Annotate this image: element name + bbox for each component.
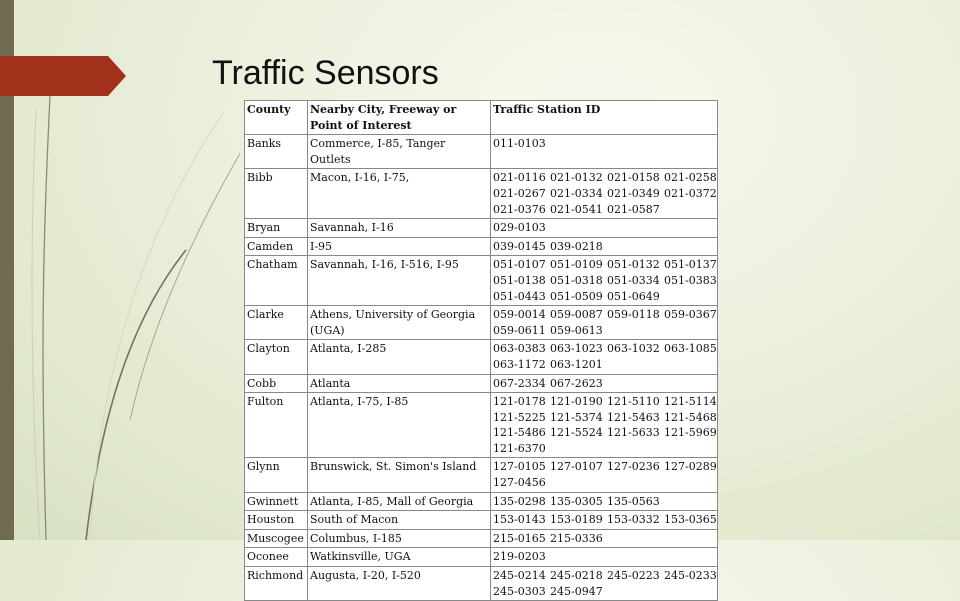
station-id: 121-5225 (493, 410, 546, 424)
station-id: 051-0334 (607, 273, 660, 287)
place-cell: Atlanta, I-285 (308, 340, 491, 374)
station-id: 063-1032 (607, 342, 660, 356)
station-id: 059-0613 (550, 323, 603, 337)
station-id: 121-0190 (550, 395, 603, 409)
station-id: 067-2334 (493, 376, 546, 390)
table-row (245, 548, 718, 567)
station-id: 067-2623 (550, 376, 603, 390)
header-county: County (245, 101, 308, 135)
table-row (245, 529, 718, 548)
station-ids-cell (491, 548, 718, 567)
county-cell: Bibb (245, 169, 308, 219)
station-id: 121-5969 (664, 426, 717, 440)
county-cell: Cobb (245, 374, 308, 393)
station-id: 051-0107 (493, 258, 546, 272)
station-id: 121-5468 (664, 410, 717, 424)
station-ids-cell (491, 219, 718, 238)
station-id: 153-0143 (493, 513, 546, 527)
table-row (245, 393, 718, 458)
station-id: 051-0509 (550, 289, 603, 303)
slide-title: Traffic Sensors (212, 54, 439, 92)
station-id: 063-1085 (664, 342, 717, 356)
station-id: 153-0332 (607, 513, 660, 527)
station-id: 059-0118 (607, 308, 660, 322)
decorative-lines (0, 0, 240, 540)
station-id: 021-0349 (607, 186, 660, 200)
station-id: 021-0541 (550, 202, 603, 216)
table-row (245, 492, 718, 511)
place-cell: Savannah, I-16, I-516, I-95 (308, 256, 491, 306)
county-cell: Fulton (245, 393, 308, 458)
place-cell: South of Macon (308, 511, 491, 530)
station-id: 245-0218 (550, 569, 603, 583)
traffic-sensor-table (244, 100, 718, 601)
county-cell: Banks (245, 135, 308, 169)
station-id: 021-0158 (607, 171, 660, 185)
station-id: 121-5374 (550, 410, 603, 424)
header-nearby-place: Nearby City, Freeway or Point of Interest (308, 101, 491, 135)
station-id: 135-0563 (607, 494, 660, 508)
table-header-row (245, 101, 718, 135)
county-cell: Clarke (245, 306, 308, 340)
station-id: 127-0105 (493, 460, 546, 474)
place-cell: Savannah, I-16 (308, 219, 491, 238)
table-row (245, 458, 718, 492)
station-id: 051-0318 (550, 273, 603, 287)
station-id: 021-0267 (493, 186, 546, 200)
station-id: 063-1172 (493, 357, 546, 371)
place-cell: Macon, I-16, I-75, (308, 169, 491, 219)
station-id: 051-0132 (607, 258, 660, 272)
station-ids-cell (491, 237, 718, 256)
station-id: 021-0258 (664, 171, 717, 185)
station-id: 135-0305 (550, 494, 603, 508)
table-row (245, 219, 718, 238)
place-cell: Commerce, I-85, Tanger Outlets (308, 135, 491, 169)
station-ids-cell (491, 511, 718, 530)
station-ids-cell (491, 306, 718, 340)
county-cell: Camden (245, 237, 308, 256)
station-ids-cell (491, 529, 718, 548)
station-id: 063-0383 (493, 342, 546, 356)
station-id: 245-0303 (493, 584, 546, 598)
station-id: 127-0107 (550, 460, 603, 474)
station-id: 127-0456 (493, 476, 546, 490)
station-ids-cell (491, 492, 718, 511)
table-row (245, 340, 718, 374)
station-ids-cell (491, 169, 718, 219)
county-cell: Clayton (245, 340, 308, 374)
station-id: 051-0138 (493, 273, 546, 287)
station-id: 011-0103 (493, 137, 546, 151)
station-id: 245-0233 (664, 569, 717, 583)
station-id: 029-0103 (493, 221, 546, 235)
station-id: 245-0214 (493, 569, 546, 583)
station-id: 059-0014 (493, 308, 546, 322)
place-cell: Columbus, I-185 (308, 529, 491, 548)
station-id: 051-0109 (550, 258, 603, 272)
traffic-sensor-table-container (244, 100, 717, 601)
station-id: 059-0087 (550, 308, 603, 322)
station-id: 051-0137 (664, 258, 717, 272)
place-cell: Watkinsville, UGA (308, 548, 491, 567)
place-cell: Athens, University of Georgia (UGA) (308, 306, 491, 340)
place-cell: Atlanta (308, 374, 491, 393)
station-ids-cell (491, 135, 718, 169)
station-id: 039-0145 (493, 239, 546, 253)
station-id: 021-0372 (664, 186, 717, 200)
station-ids-cell (491, 458, 718, 492)
county-cell: Houston (245, 511, 308, 530)
station-id: 153-0365 (664, 513, 717, 527)
station-id: 039-0218 (550, 239, 603, 253)
station-ids-cell (491, 393, 718, 458)
table-row (245, 374, 718, 393)
county-cell: Bryan (245, 219, 308, 238)
station-id: 135-0298 (493, 494, 546, 508)
table-body (245, 135, 718, 601)
place-cell: Augusta, I-20, I-520 (308, 567, 491, 601)
station-id: 121-6370 (493, 441, 546, 455)
station-id: 051-0649 (607, 289, 660, 303)
station-ids-cell (491, 567, 718, 601)
station-id: 063-1023 (550, 342, 603, 356)
county-cell: Oconee (245, 548, 308, 567)
station-id: 121-5110 (607, 395, 660, 409)
county-cell: Glynn (245, 458, 308, 492)
station-id: 021-0587 (607, 202, 660, 216)
station-id: 121-5633 (607, 426, 660, 440)
station-id: 051-0383 (664, 273, 717, 287)
station-id: 245-0947 (550, 584, 603, 598)
station-id: 059-0611 (493, 323, 546, 337)
place-cell: Atlanta, I-75, I-85 (308, 393, 491, 458)
table-row (245, 169, 718, 219)
station-id: 059-0367 (664, 308, 717, 322)
station-id: 051-0443 (493, 289, 546, 303)
station-id: 121-5114 (664, 395, 717, 409)
table-row (245, 237, 718, 256)
station-ids-cell (491, 340, 718, 374)
table-row (245, 256, 718, 306)
table-row (245, 135, 718, 169)
station-id: 121-5524 (550, 426, 603, 440)
station-id: 063-1201 (550, 357, 603, 371)
station-id: 021-0376 (493, 202, 546, 216)
place-cell: I-95 (308, 237, 491, 256)
station-id: 021-0116 (493, 171, 546, 185)
station-id: 121-5486 (493, 426, 546, 440)
county-cell: Chatham (245, 256, 308, 306)
county-cell: Gwinnett (245, 492, 308, 511)
station-id: 153-0189 (550, 513, 603, 527)
table-row (245, 567, 718, 601)
table-row (245, 306, 718, 340)
station-id: 121-5463 (607, 410, 660, 424)
place-cell: Atlanta, I-85, Mall of Georgia (308, 492, 491, 511)
station-id: 215-0336 (550, 531, 603, 545)
county-cell: Richmond (245, 567, 308, 601)
station-id: 021-0132 (550, 171, 603, 185)
station-id: 127-0289 (664, 460, 717, 474)
station-id: 021-0334 (550, 186, 603, 200)
header-station-id: Traffic Station ID (491, 101, 718, 135)
station-id: 127-0236 (607, 460, 660, 474)
station-id: 215-0165 (493, 531, 546, 545)
table-row (245, 511, 718, 530)
station-ids-cell (491, 374, 718, 393)
station-id: 245-0223 (607, 569, 660, 583)
station-id: 121-0178 (493, 395, 546, 409)
station-ids-cell (491, 256, 718, 306)
place-cell: Brunswick, St. Simon's Island (308, 458, 491, 492)
station-id: 219-0203 (493, 550, 546, 564)
county-cell: Muscogee (245, 529, 308, 548)
